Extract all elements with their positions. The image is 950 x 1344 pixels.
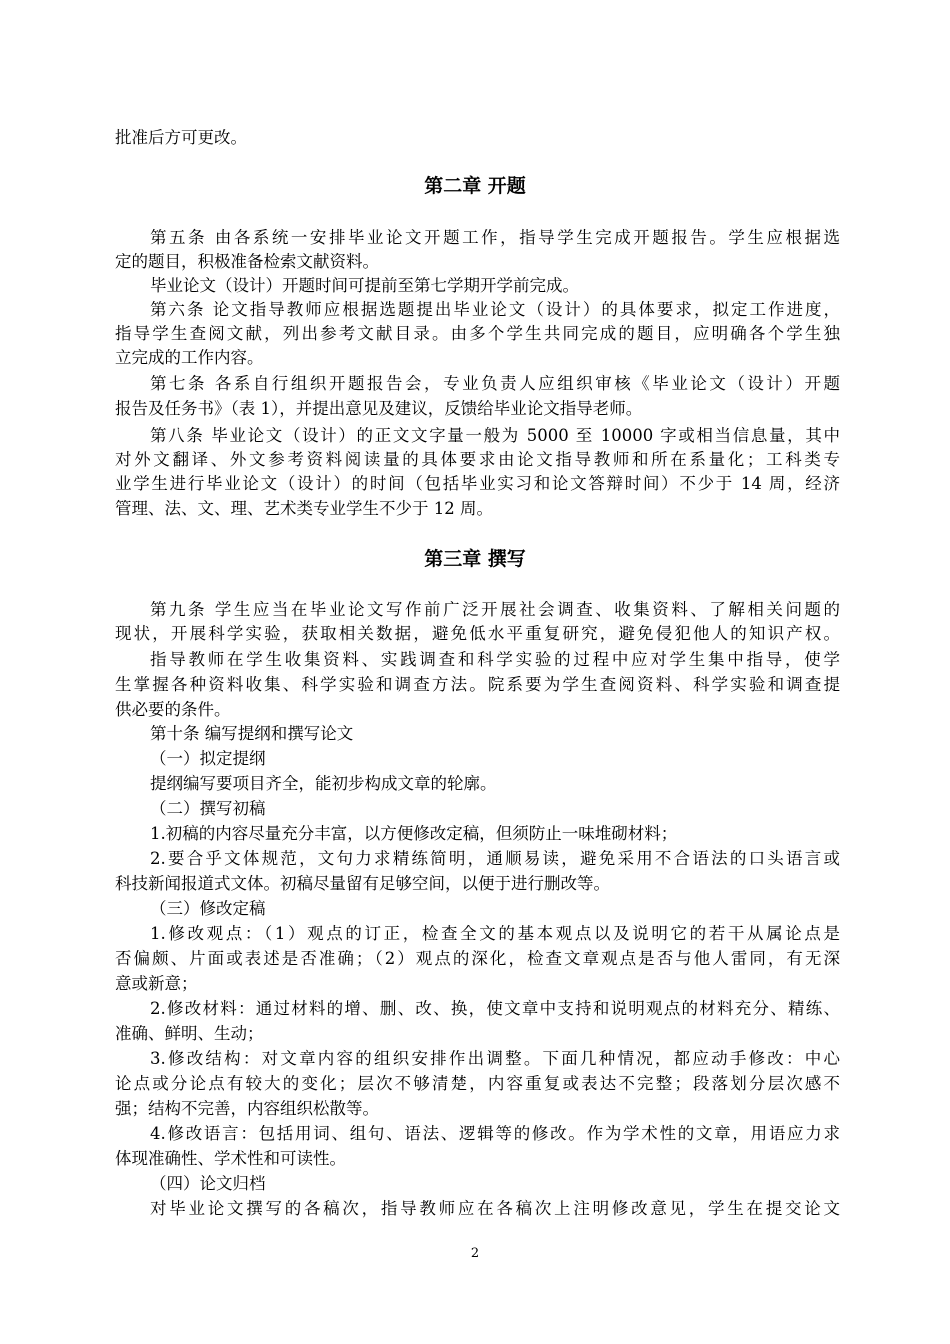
paragraph-line: 报告及任务书》（表 1），并提出意见及建议，反馈给毕业论文指导老师。 <box>115 399 643 418</box>
paragraph-line: 业学生进行毕业论文（设计）的时间（包括毕业实习和论文答辩时间）不少于 14 周，经济 <box>115 474 840 493</box>
paragraph-line: 对外文翻译、外文参考资料阅读量的具体要求由论文指导教师和所在系量化；工科类专 <box>115 450 840 469</box>
paragraph-line: 论点或分论点有较大的变化；层次不够清楚，内容重复或表达不完整；段落划分层次感不 <box>115 1074 840 1093</box>
paragraph-line: 1.修改观点：（1）观点的订正，检查全文的基本观点以及说明它的若干从属论点是 <box>150 924 840 943</box>
paragraph-line: 第九条 学生应当在毕业论文写作前广泛开展社会调查、收集资料、了解相关问题的 <box>150 600 840 619</box>
paragraph-line: 1.初稿的内容尽量充分丰富，以方便修改定稿，但须防止一味堆砌材料； <box>150 824 678 843</box>
paragraph-line: 批准后方可更改。 <box>115 128 247 147</box>
paragraph-line: 第五条 由各系统一安排毕业论文开题工作，指导学生完成开题报告。学生应根据选 <box>150 228 840 247</box>
paragraph-line: 3.修改结构：对文章内容的组织安排作出调整。下面几种情况，都应动手修改：中心 <box>150 1049 840 1068</box>
paragraph-line: 准确、鲜明、生动； <box>115 1024 264 1043</box>
paragraph-line: 2.修改材料：通过材料的增、删、改、换，使文章中支持和说明观点的材料充分、精练、 <box>150 999 840 1018</box>
chapter-heading-3: 第三章 撰写 <box>424 548 526 570</box>
paragraph-line: 对毕业论文撰写的各稿次，指导教师应在各稿次上注明修改意见，学生在提交论文 <box>150 1199 840 1218</box>
paragraph-line: 指导教师在学生收集资料、实践调查和科学实验的过程中应对学生集中指导，使学 <box>150 650 840 669</box>
paragraph-line: 毕业论文（设计）开题时间可提前至第七学期开学前完成。 <box>150 276 579 295</box>
paragraph-line: 意或新意； <box>115 974 198 993</box>
paragraph-line: 第八条 毕业论文（设计）的正文文字量一般为 5000 至 10000 字或相当信息量，其中 <box>150 426 840 445</box>
paragraph-line: 供必要的条件。 <box>115 700 231 719</box>
paragraph-line: 指导学生查阅文献，列出参考文献目录。由多个学生共同完成的题目，应明确各个学生独 <box>115 324 840 343</box>
paragraph-line: （四）论文归档 <box>150 1174 266 1193</box>
paragraph-line: 生掌握各种资料收集、科学实验和调查方法。院系要为学生查阅资料、科学实验和调查提 <box>115 675 840 694</box>
paragraph-line: 定的题目，积极准备检索文献资料。 <box>115 252 379 271</box>
paragraph-line: （三）修改定稿 <box>150 899 266 918</box>
chapter-heading-2: 第二章 开题 <box>424 175 526 197</box>
paragraph-line: 4.修改语言：包括用词、组句、语法、逻辑等的修改。作为学术性的文章，用语应力求 <box>150 1124 840 1143</box>
paragraph-line: 强；结构不完善，内容组织松散等。 <box>115 1099 379 1118</box>
paragraph-line: 第七条 各系自行组织开题报告会，专业负责人应组织审核《毕业论文（设计）开题 <box>150 374 840 393</box>
paragraph-line: 第十条 编写提纲和撰写论文 <box>150 724 354 743</box>
paragraph-line: 否偏颇、片面或表述是否准确；（2）观点的深化，检查文章观点是否与他人雷同，有无深 <box>115 949 840 968</box>
paragraph-line: 体现准确性、学术性和可读性。 <box>115 1149 346 1168</box>
paragraph-line: 科技新闻报道式文体。初稿尽量留有足够空间，以便于进行删改等。 <box>115 874 610 893</box>
paragraph-line: 管理、法、文、理、艺术类专业学生不少于 12 周。 <box>115 499 493 518</box>
paragraph-line: （一）拟定提纲 <box>150 749 266 768</box>
paragraph-line: 2.要合乎文体规范，文句力求精练简明，通顺易读，避免采用不合语法的口头语言或 <box>150 849 840 868</box>
paragraph-line: 立完成的工作内容。 <box>115 348 264 367</box>
paragraph-line: （二）撰写初稿 <box>150 799 266 818</box>
paragraph-line: 现状，开展科学实验，获取相关数据，避免低水平重复研究，避免侵犯他人的知识产权。 <box>115 624 840 643</box>
paragraph-line: 第六条 论文指导教师应根据选题提出毕业论文（设计）的具体要求，拟定工作进度， <box>150 300 840 319</box>
paragraph-line: 提纲编写要项目齐全，能初步构成文章的轮廓。 <box>150 774 497 793</box>
page-number: 2 <box>470 1246 480 1261</box>
